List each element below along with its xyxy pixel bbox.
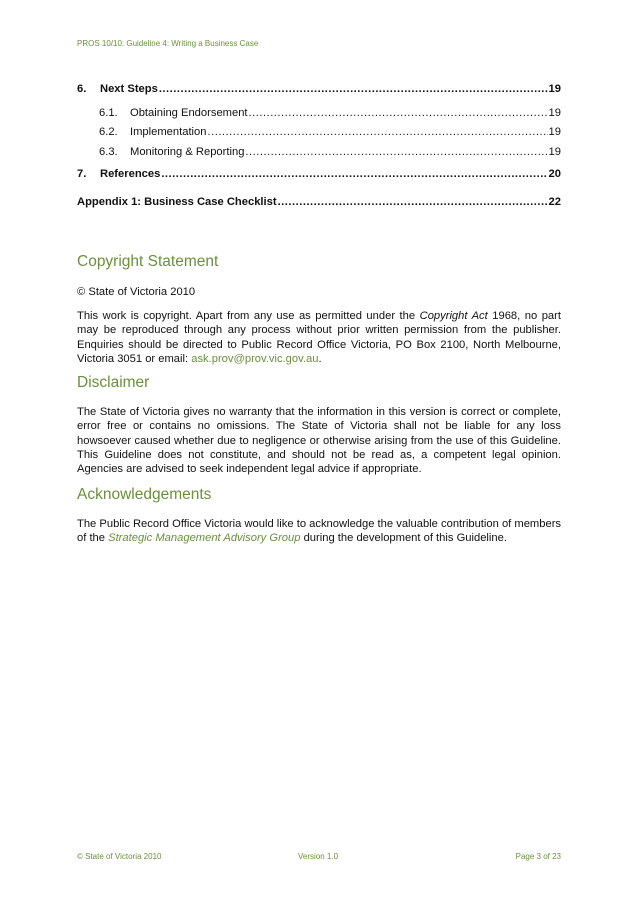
- advisory-group-name: Strategic Management Advisory Group: [108, 532, 301, 545]
- toc-page: 19: [548, 126, 561, 138]
- toc-page: 19: [548, 83, 561, 95]
- toc-page: 19: [548, 107, 561, 119]
- copyright-text: .: [318, 352, 322, 365]
- toc-page: 20: [548, 168, 561, 180]
- disclaimer-paragraph: The State of Victoria gives no warranty that the information in this version is correct or complete, error free or contains no omissions. The State of Victoria shall not be liable for any loss howsoever caused whether due to negligence or otherwise arising from the use of this Guideline. This Guideline does not constitute, and should not be read as, a competent legal opinion. Agencies are advised to seek independent legal advice if appropriate.: [77, 406, 561, 476]
- toc-leader: [249, 107, 548, 119]
- running-header: PROS 10/10: Guideline 4: Writing a Business Case: [77, 39, 259, 48]
- email-link[interactable]: ask.prov@prov.vic.gov.au: [191, 352, 319, 365]
- toc-leader: [208, 126, 548, 138]
- toc-label: Appendix 1: Business Case Checklist: [77, 196, 277, 208]
- acknowledgements-paragraph: [77, 517, 561, 546]
- toc-leader: [161, 168, 547, 180]
- toc-entry-monitoring-reporting[interactable]: [99, 146, 561, 158]
- toc-entry-obtaining-endorsement[interactable]: [99, 107, 561, 119]
- toc-number: 7.: [77, 168, 87, 180]
- toc-entry-implementation[interactable]: [99, 126, 561, 138]
- toc-entry-next-steps[interactable]: [77, 83, 561, 95]
- toc-label: Implementation: [130, 126, 207, 138]
- toc-label: Monitoring & Reporting: [130, 146, 245, 158]
- toc-label: Obtaining Endorsement: [130, 107, 248, 119]
- toc-number: 6.: [77, 83, 87, 95]
- acknowledgements-text: during the development of this Guideline.: [300, 532, 507, 545]
- toc-entry-references[interactable]: [77, 168, 561, 180]
- copyright-act-title: Copyright Act: [419, 310, 488, 322]
- toc-label: References: [100, 168, 161, 180]
- toc-page: 22: [548, 196, 561, 208]
- footer-page-number: Page 3 of 23: [515, 852, 561, 861]
- toc-number: 6.2.: [99, 126, 118, 138]
- footer-version: Version 1.0: [298, 852, 339, 861]
- acknowledgements-text: The Public Record Office Victoria would like to acknowledge the valuable contribution of members of the: [77, 518, 562, 545]
- toc-page: 19: [548, 146, 561, 158]
- copyright-line: © State of Victoria 2010: [77, 286, 196, 298]
- toc-leader: [245, 146, 547, 158]
- toc-leader: [278, 196, 548, 208]
- toc-number: 6.3.: [99, 146, 118, 158]
- acknowledgements-heading: Acknowledgements: [77, 486, 212, 503]
- copyright-text: This work is copyright. Apart from any use as permitted under the: [77, 310, 420, 322]
- copyright-heading: Copyright Statement: [77, 253, 219, 270]
- toc-leader: [159, 83, 548, 95]
- toc-number: 6.1.: [99, 107, 118, 119]
- toc-entry-appendix-1[interactable]: [77, 196, 561, 208]
- footer-copyright: © State of Victoria 2010: [77, 852, 162, 861]
- disclaimer-heading: Disclaimer: [77, 374, 150, 391]
- copyright-text: 1968, no part may be reproduced through any process without prior written permission from the publisher. Enquiries should be directed to Public Record Office Victoria, PO Box 2100, North Melbourne, Victoria 3051 or email:: [77, 310, 561, 365]
- copyright-paragraph: [77, 309, 561, 366]
- toc-label: Next Steps: [100, 83, 158, 95]
